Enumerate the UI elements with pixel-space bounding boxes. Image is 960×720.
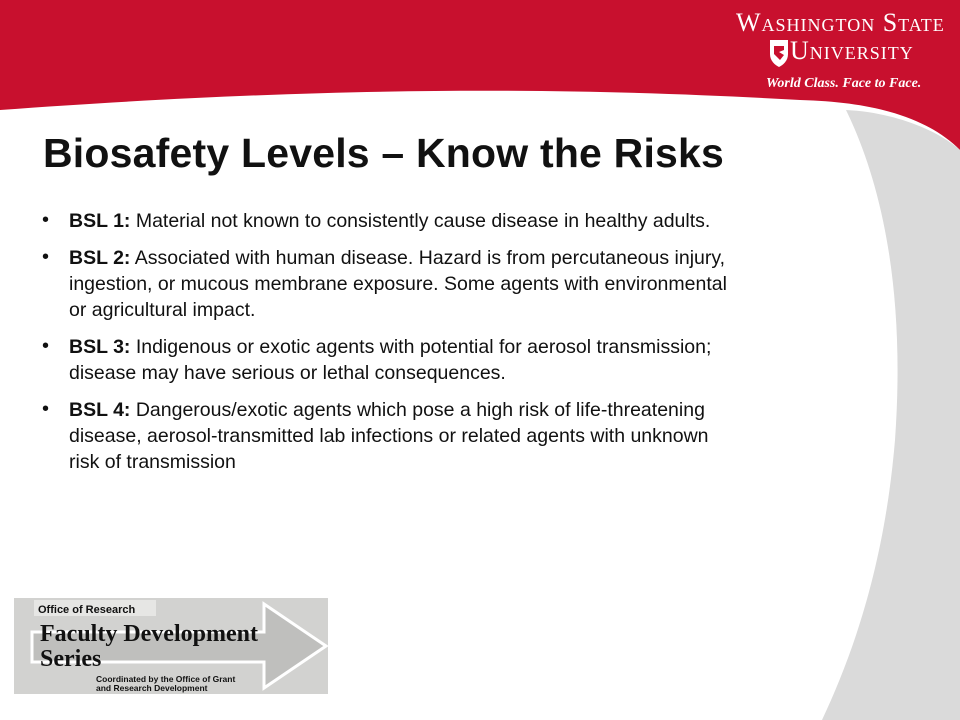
bullet-item-bsl3 bbox=[42, 334, 742, 386]
bullet-head: BSL 1: bbox=[69, 210, 131, 232]
bullet-head: BSL 3: bbox=[69, 336, 131, 358]
wsu-name-line2: University bbox=[790, 36, 914, 65]
badge-coordinated-line1: Coordinated by the Office of Grant bbox=[96, 674, 236, 684]
bullet-text: Dangerous/exotic agents which pose a high risk of life-threatening disease, aerosol-transmitted lab infections or related agents with unknown risk of transmission bbox=[69, 399, 709, 473]
wsu-name-line1: Washington State bbox=[736, 8, 945, 37]
right-swoosh bbox=[822, 110, 960, 720]
bullet-dot: • bbox=[42, 335, 50, 357]
bullet-item-bsl2 bbox=[42, 245, 742, 323]
badge-office-label: Office of Research bbox=[38, 604, 136, 616]
faculty-development-badge bbox=[14, 598, 328, 694]
bullet-text: Associated with human disease. Hazard is from percutaneous injury, ingestion, or mucous membrane exposure. Some agents with environmental or agricultural impact. bbox=[69, 247, 727, 321]
badge-series-line2: Series bbox=[40, 646, 102, 672]
bullet-dot: • bbox=[42, 246, 50, 268]
badge-series-line1: Faculty Development bbox=[40, 621, 258, 647]
wsu-cougar-shield-icon bbox=[768, 38, 790, 68]
wsu-tagline: World Class. Face to Face. bbox=[766, 76, 922, 91]
bullet-dot: • bbox=[42, 209, 50, 231]
bullet-item-bsl4 bbox=[42, 397, 742, 475]
bullet-head: BSL 2: bbox=[69, 247, 131, 269]
badge-coordinated-line2: and Research Development bbox=[96, 683, 208, 693]
bullet-text: Indigenous or exotic agents with potential for aerosol transmission; disease may have serious or lethal consequences. bbox=[69, 336, 712, 384]
bullet-item-bsl1 bbox=[42, 208, 742, 234]
slide-title: Biosafety Levels – Know the Risks bbox=[43, 130, 725, 176]
bullet-head: BSL 4: bbox=[69, 399, 131, 421]
wsu-logo bbox=[732, 6, 954, 96]
bullet-dot: • bbox=[42, 398, 50, 420]
bullet-text: Material not known to consistently cause disease in healthy adults. bbox=[135, 210, 711, 232]
bullet-list bbox=[42, 208, 742, 486]
